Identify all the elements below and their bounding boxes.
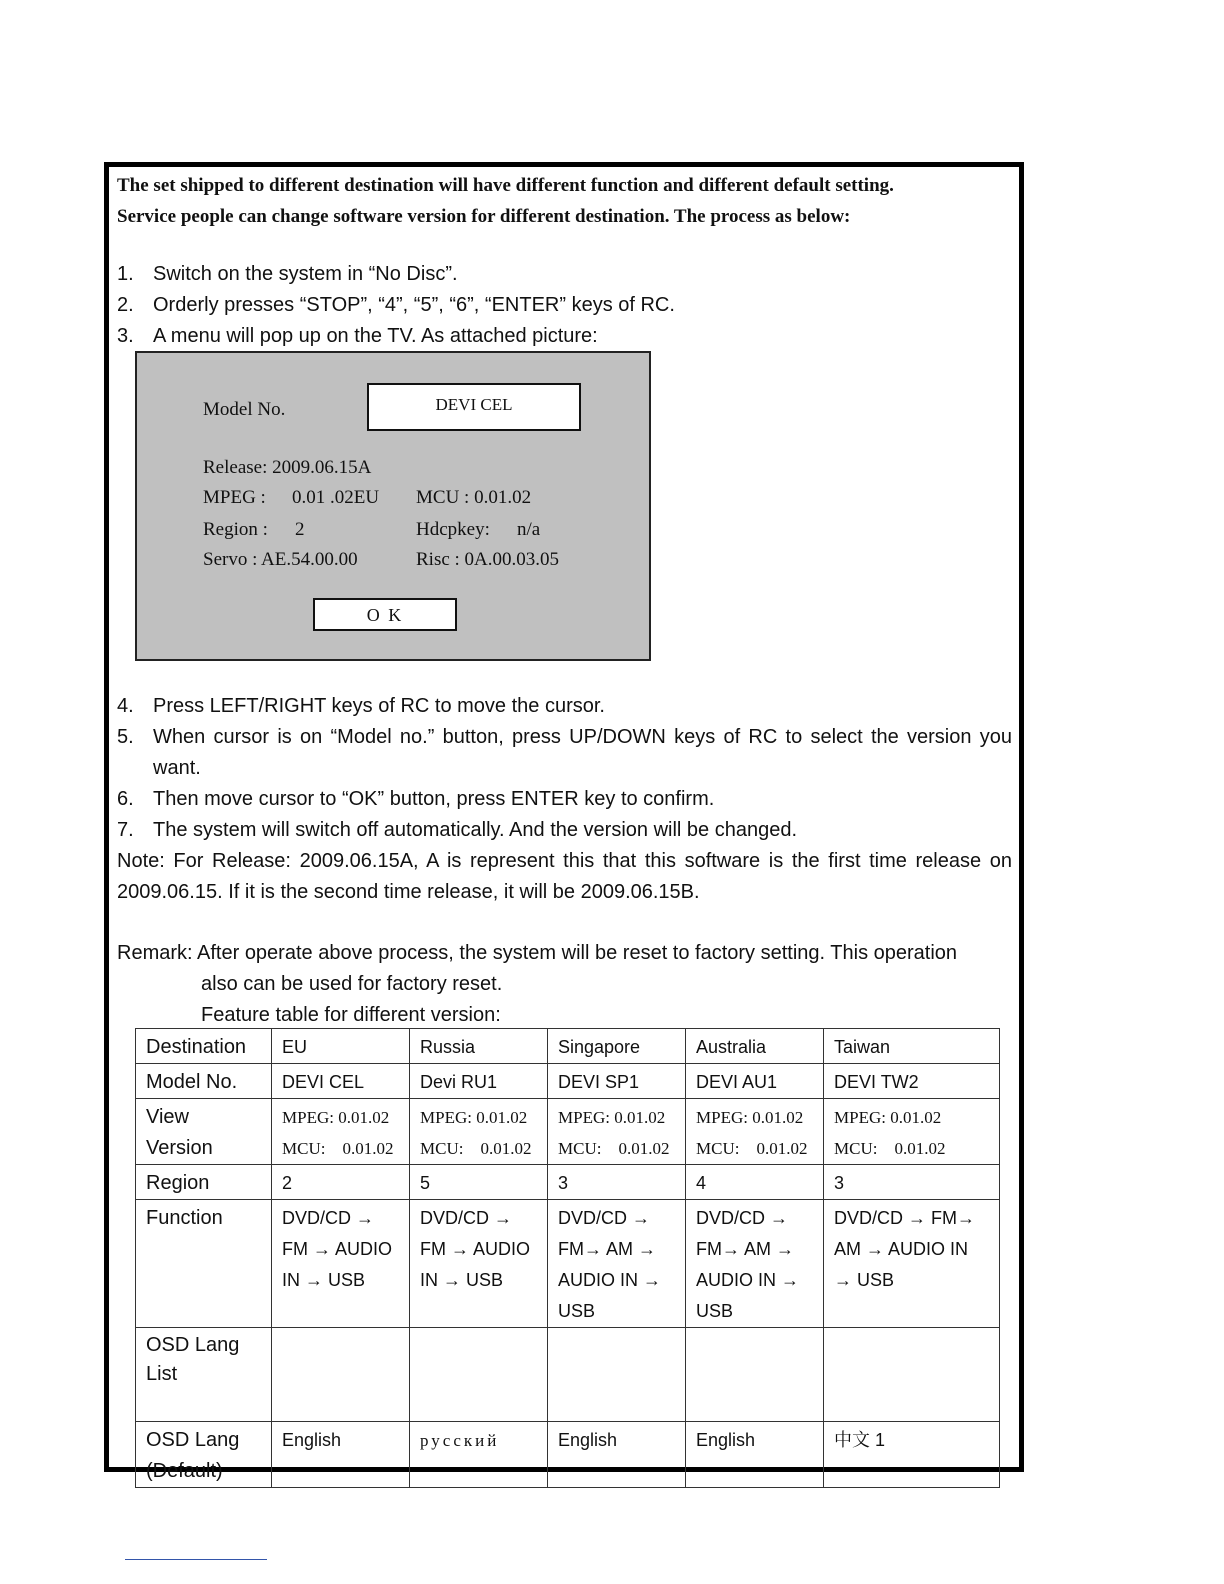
remark-line-3: Feature table for different version:: [201, 1004, 501, 1026]
mpeg-version: MPEG: 0.01.02: [834, 1108, 942, 1127]
steps-list-a: [117, 259, 1012, 352]
mcu-version: MCU: 0.01.02: [420, 1139, 532, 1158]
row-label-line: Version: [146, 1137, 213, 1159]
step-text: Orderly presses “STOP”, “4”, “5”, “6”, “ENTER” keys of RC.: [153, 294, 675, 316]
remark-block: [117, 938, 1012, 1031]
table-cell: [548, 1099, 686, 1165]
table-cell: 3: [548, 1165, 686, 1200]
intro-line-2: Service people can change software version for different destination. The process as below:: [117, 206, 851, 227]
row-label: Region: [136, 1165, 272, 1200]
table-cell: [824, 1328, 1000, 1422]
mcu-version: MCU: 0.01.02: [558, 1139, 670, 1158]
row-label: Function: [136, 1200, 272, 1328]
row-label: OSD Lang (Default): [136, 1422, 272, 1488]
step-text: Switch on the system in “No Disc”.: [153, 263, 458, 285]
table-cell: [272, 1328, 410, 1422]
table-cell: [410, 1328, 548, 1422]
hdcp-value: n/a: [517, 519, 541, 540]
table-cell: DVD/CD → FM→ AM → AUDIO IN → USB: [824, 1200, 1000, 1328]
servo-text: Servo : AE.54.00.00: [203, 549, 358, 570]
table-cell: [410, 1099, 548, 1165]
table-row: [136, 1422, 1000, 1488]
remark-line-1: Remark: After operate above process, the system will be reset to factory setting. This operation: [117, 942, 958, 964]
release-note: Note: For Release: 2009.06.15A, A is represent this that this software is the first time release on 2009.06.15. If it is the second time release, it will be 2009.06.15B.: [117, 850, 1012, 903]
step-text: Press LEFT/RIGHT keys of RC to move the cursor.: [153, 695, 605, 717]
table-cell: DEVI SP1: [548, 1064, 686, 1099]
intro-line-1: The set shipped to different destination will have different function and different default setting.: [117, 175, 894, 196]
model-select-button[interactable]: DEVI CEL: [367, 383, 581, 431]
step-number: 2.: [117, 294, 134, 316]
table-row: [136, 1029, 1000, 1064]
table-cell: [824, 1099, 1000, 1165]
step-number: 7.: [117, 819, 134, 841]
step-text: When cursor is on “Model no.” button, press UP/DOWN keys of RC to select the version you want.: [153, 726, 1012, 779]
mpeg-label: MPEG :: [203, 487, 266, 508]
steps-list-b: [117, 691, 1012, 846]
table-cell: DVD/CD → FM → AUDIO IN → USB: [272, 1200, 410, 1328]
table-cell: русский: [410, 1422, 548, 1488]
step-item: [117, 290, 1012, 321]
model-label: Model No.: [203, 399, 286, 420]
table-cell: 4: [686, 1165, 824, 1200]
table-cell: DVD/CD → FM→ AM → AUDIO IN → USB: [686, 1200, 824, 1328]
mpeg-value: 0.01 .02EU: [292, 487, 380, 508]
region-value: 2: [295, 519, 305, 540]
region-label: Region :: [203, 519, 268, 540]
table-cell: DEVI AU1: [686, 1064, 824, 1099]
step-item: [117, 321, 1012, 352]
feature-table: [135, 1028, 1000, 1488]
table-cell: 2: [272, 1165, 410, 1200]
table-cell: 3: [824, 1165, 1000, 1200]
step-number: 5.: [117, 726, 134, 748]
table-cell: English: [272, 1422, 410, 1488]
hdcp-label: Hdcpkey:: [416, 519, 490, 540]
step-number: 3.: [117, 325, 134, 347]
step-text: A menu will pop up on the TV. As attached picture:: [153, 325, 598, 347]
table-cell: 5: [410, 1165, 548, 1200]
table-cell: [686, 1328, 824, 1422]
step-item: [117, 722, 1012, 784]
step-item: [117, 815, 1012, 846]
table-row: [136, 1099, 1000, 1165]
mcu-text: MCU : 0.01.02: [416, 487, 532, 508]
table-cell: English: [686, 1422, 824, 1488]
mpeg-version: MPEG: 0.01.02: [558, 1108, 666, 1127]
mcu-version: MCU: 0.01.02: [696, 1139, 808, 1158]
row-label: Destination: [136, 1029, 272, 1064]
mpeg-version: MPEG: 0.01.02: [282, 1108, 390, 1127]
table-cell: DEVI TW2: [824, 1064, 1000, 1099]
row-label-line: View: [146, 1106, 189, 1128]
step-number: 6.: [117, 788, 134, 810]
table-row: [136, 1165, 1000, 1200]
table-row: [136, 1328, 1000, 1422]
table-cell: Russia: [410, 1029, 548, 1064]
table-row: [136, 1200, 1000, 1328]
step-text: Then move cursor to “OK” button, press ENTER key to confirm.: [153, 788, 715, 810]
table-cell: [272, 1099, 410, 1165]
table-row: [136, 1064, 1000, 1099]
step-item: [117, 784, 1012, 815]
table-cell: [548, 1328, 686, 1422]
step-number: 4.: [117, 695, 134, 717]
step-item: [117, 691, 1012, 722]
row-label: [136, 1099, 272, 1165]
table-cell: EU: [272, 1029, 410, 1064]
table-cell: DVD/CD → FM→ AM → AUDIO IN → USB: [548, 1200, 686, 1328]
step-number: 1.: [117, 263, 134, 285]
row-label: OSD Lang List: [136, 1328, 272, 1422]
table-cell: Devi RU1: [410, 1064, 548, 1099]
intro-text: [117, 170, 1007, 232]
table-cell: Taiwan: [824, 1029, 1000, 1064]
step-item: [117, 259, 1012, 290]
table-cell: Singapore: [548, 1029, 686, 1064]
table-cell: DEVI CEL: [272, 1064, 410, 1099]
table-cell: Australia: [686, 1029, 824, 1064]
mcu-version: MCU: 0.01.02: [282, 1139, 394, 1158]
mcu-version: MCU: 0.01.02: [834, 1139, 946, 1158]
footer-rule: [125, 1559, 267, 1560]
row-label: Model No.: [136, 1064, 272, 1099]
step-text: The system will switch off automatically. And the version will be changed.: [153, 819, 798, 841]
table-cell: [686, 1099, 824, 1165]
table-cell: DVD/CD → FM → AUDIO IN → USB: [410, 1200, 548, 1328]
tv-menu-picture: [135, 351, 651, 661]
table-cell: English: [548, 1422, 686, 1488]
mpeg-version: MPEG: 0.01.02: [696, 1108, 804, 1127]
mpeg-version: MPEG: 0.01.02: [420, 1108, 528, 1127]
release-text: Release: 2009.06.15A: [203, 457, 372, 478]
ok-button[interactable]: O K: [313, 598, 457, 631]
table-cell: 中文 1: [824, 1422, 1000, 1488]
risc-text: Risc : 0A.00.03.05: [416, 549, 560, 570]
remark-line-2: also can be used for factory reset.: [201, 973, 503, 995]
